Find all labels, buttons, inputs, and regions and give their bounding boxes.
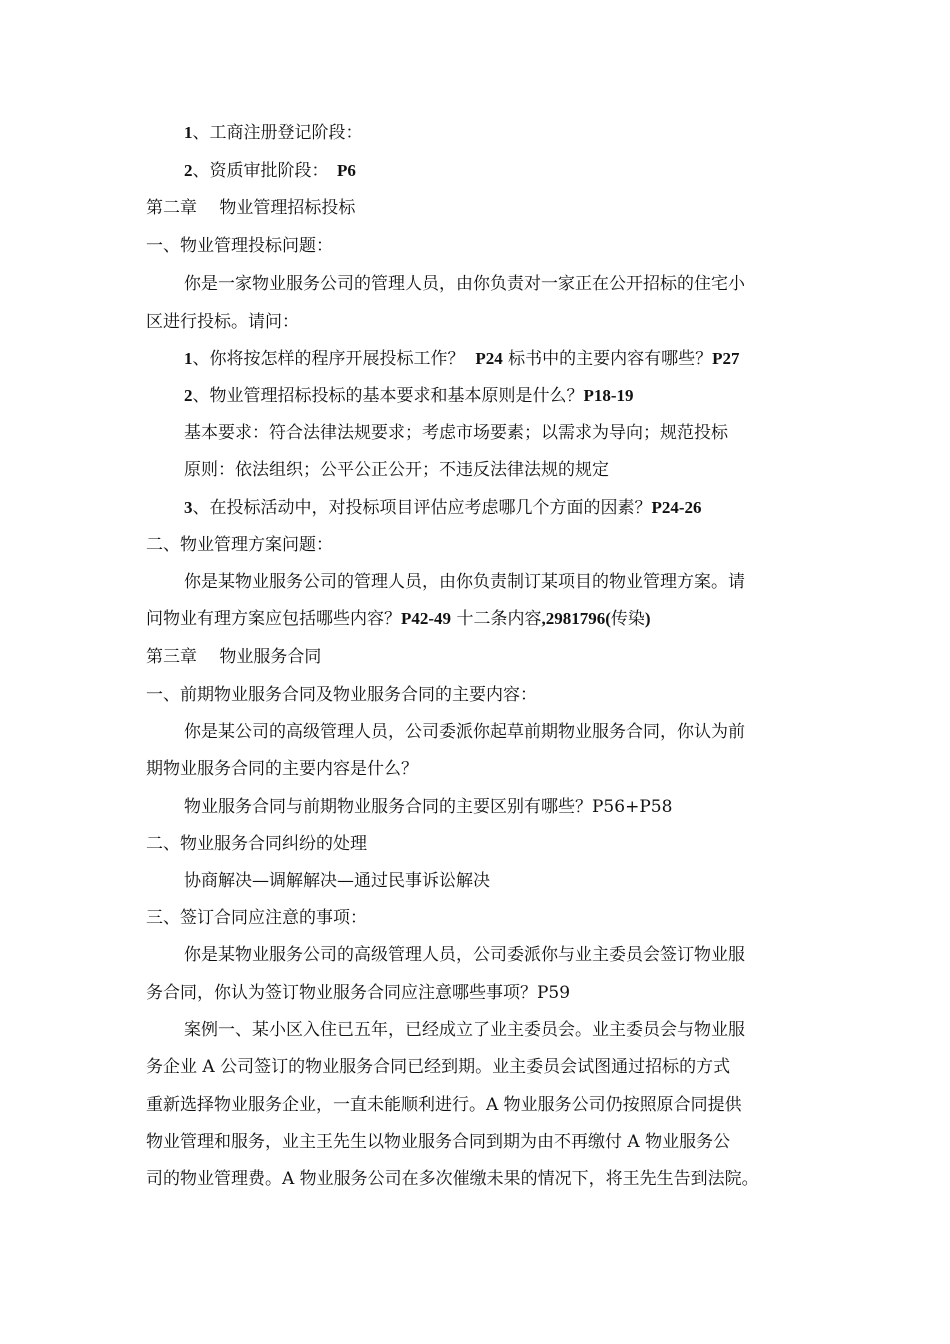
section-heading: 二、物业管理方案问题： <box>146 535 333 555</box>
paragraph-line: 你是某物业服务公司的高级管理人员，公司委派你与业主委员会签订物业服 <box>184 945 745 965</box>
case-paragraph-line: 司的物业管理费。A 物业服务公司在多次催缴未果的情况下，将王先生告到法院。 <box>146 1169 759 1189</box>
case-paragraph-line: 案例一、某小区入住已五年，已经成立了业主委员会。业主委员会与物业服 <box>184 1020 745 1040</box>
case-paragraph-line: 务企业 A 公司签订的物业服务合同已经到期。业主委员会试图通过招标的方式 <box>146 1057 731 1077</box>
section-heading: 一、前期物业服务合同及物业服务合同的主要内容： <box>146 685 537 705</box>
case-paragraph-line: 物业管理和服务，业主王先生以物业服务合同到期为由不再缴付 A 物业服务公 <box>146 1132 731 1152</box>
paragraph-line: 问物业有理方案应包括哪些内容？P42-49 十二条内容,2981796(传染) <box>146 609 651 629</box>
paragraph-line: 你是一家物业服务公司的管理人员，由你负责对一家正在公开招标的住宅小 <box>184 274 745 294</box>
paragraph-line: 基本要求：符合法律法规要求；考虑市场要素；以需求为导向；规范投标 <box>184 423 728 443</box>
list-item-stage-2: 2、资质审批阶段： P6 <box>184 161 356 181</box>
paragraph-line: 务合同，你认为签订物业服务合同应注意哪些事项？P59 <box>146 983 571 1003</box>
paragraph-line: 原则：依法组织；公平公正公开；不违反法律法规的规定 <box>184 460 609 480</box>
section-heading: 三、签订合同应注意的事项： <box>146 908 367 928</box>
chapter-2-heading: 第二章 物业管理招标投标 <box>146 198 356 218</box>
section-heading: 二、物业服务合同纠纷的处理 <box>146 834 367 854</box>
question-2: 2、物业管理招标投标的基本要求和基本原则是什么？P18-19 <box>184 386 634 406</box>
section-heading: 一、物业管理投标问题： <box>146 236 333 256</box>
list-item-stage-1: 1、工商注册登记阶段： <box>184 123 363 143</box>
paragraph-line: 你是某公司的高级管理人员，公司委派你起草前期物业服务合同，你认为前 <box>184 722 745 742</box>
paragraph-line: 协商解决—调解解决—通过民事诉讼解决 <box>184 871 490 891</box>
question-3: 3、在投标活动中，对投标项目评估应考虑哪几个方面的因素？P24-26 <box>184 498 702 518</box>
chapter-3-heading: 第三章 物业服务合同 <box>146 647 322 667</box>
paragraph-line: 你是某物业服务公司的管理人员，由你负责制订某项目的物业管理方案。请 <box>184 572 745 592</box>
paragraph-line: 区进行投标。请问： <box>146 312 299 332</box>
paragraph-line: 物业服务合同与前期物业服务合同的主要区别有哪些？P56+P58 <box>184 797 673 817</box>
paragraph-line: 期物业服务合同的主要内容是什么？ <box>146 759 418 779</box>
case-paragraph-line: 重新选择物业服务企业，一直未能顺利进行。A 物业服务公司仍按照原合同提供 <box>146 1095 742 1115</box>
question-1: 1、你将按怎样的程序开展投标工作？ P24 标书中的主要内容有哪些？P27 <box>184 349 740 369</box>
